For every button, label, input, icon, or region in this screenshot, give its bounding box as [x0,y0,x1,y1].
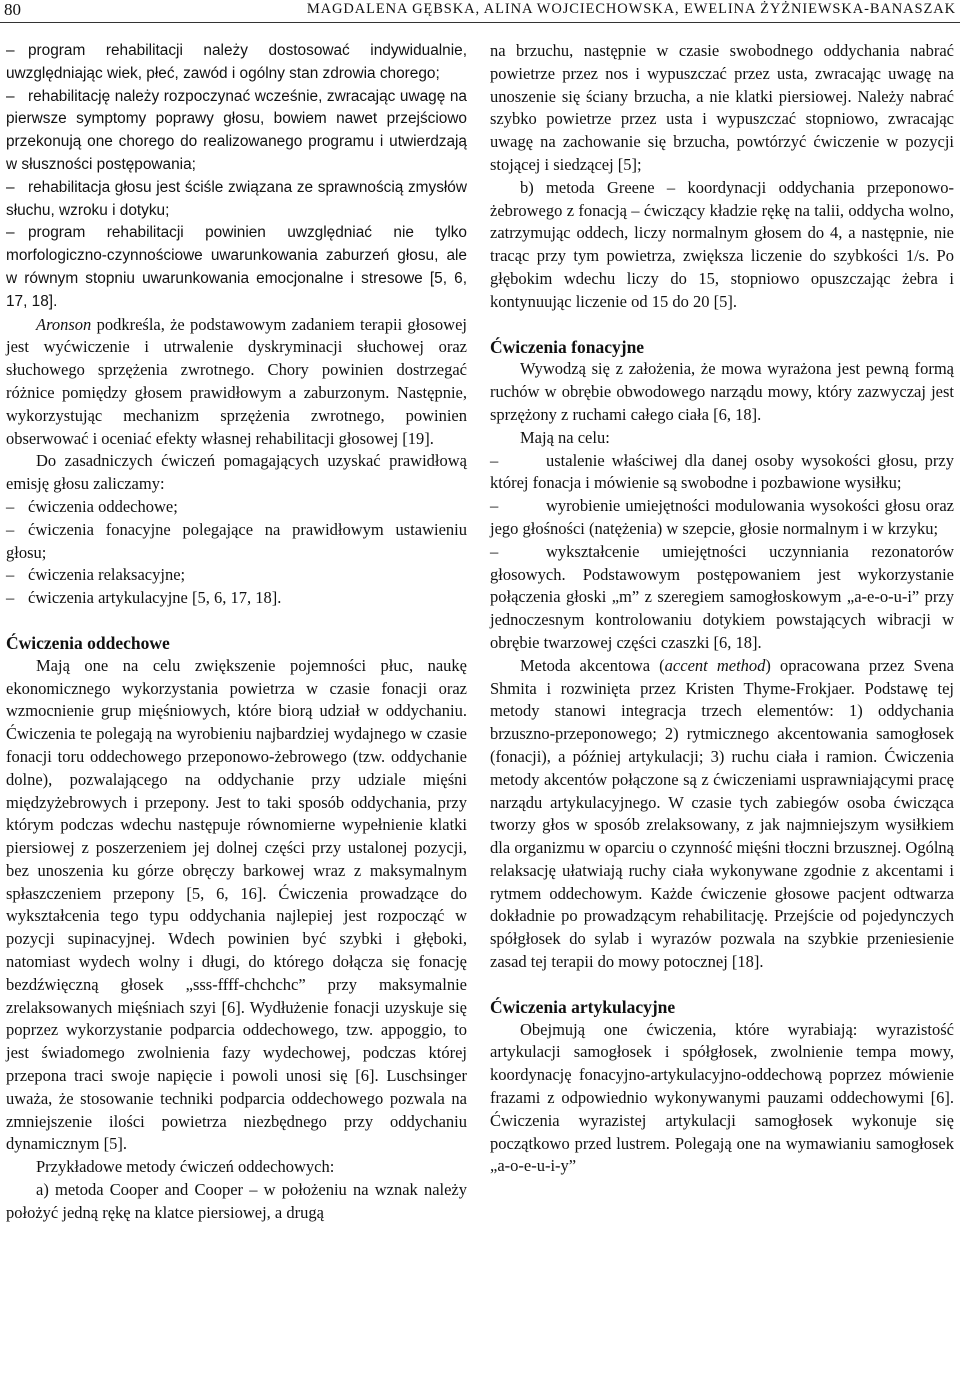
running-header [0,0,960,23]
paragraph-examples-intro: Przykładowe metody ćwiczeń oddechowych: [36,1157,335,1177]
list-item: – rehabilitacja głosu jest ściśle związana ze sprawnością zmysłów słuchu, wzroku i dotyku; [6,178,467,219]
right-column [490,40,954,1178]
paragraph-aronson: Aronson podkreśla, że podstawowym zadaniem terapii głosowej jest wyćwiczenie i utrwalenie dyskryminacji słuchowej oraz słuchowego sprzężenia zwrotnego. Chory powinien dostrzegać różnice pomiędzy głosem prawidłowym a zaburzonym. Następnie, wykorzystując mechanizm sprzężenia zwrotnego, powinien obserwować i oceniać efekty własnej rehabilitacji głosowej [19]. [6,314,467,448]
paragraph-method-b: b) metoda Greene – koordynacji oddychania przeponowo-żebrowego z fonacją – ćwiczący kładzie rękę na talii, oddycha wolno, zatrzymując oddech, liczy normalnym głosem do 4, a następnie, nie tracąc przy tym powietrza, zwiększa liczenie do szybkości 1/s. Po głębokim wdechu liczy do 15, stopniowo opuszczając żebra i kontynuując liczenie od 15 do 20 [5]. [490,177,954,311]
paragraph-phonation: Wywodzą się z założenia, że mowa wyrażona jest pewną formą ruchów w obrębie obwodowego narządu mowy, który zazwyczaj jest sprzężony z ruchami całego ciała [6, 18]. [490,359,954,424]
heading-breathing: Ćwiczenia oddechowe [6,632,170,653]
list-item: – program rehabilitacji powinien uwzględniać nie tylko morfologiczno-czynnościowe uwarunkowania zaburzeń głosu, ale w równym stopniu uwarunkowania emocjonalne i stresowe [5, 6, 17, 18]. [6,224,467,310]
list-item: – program rehabilitacji należy dostosować indywidualnie, uwzględniając wiek, płeć, zawód i ogólny stan zdrowia chorego; [6,42,467,82]
list-item: – ćwiczenia fonacyjne polegające na prawidłowym ustawieniu głosu; [6,519,467,562]
page-number: 80 [4,0,21,19]
paragraph-goals-intro: Mają na celu: [520,427,610,447]
running-title: MAGDALENA GĘBSKA, ALINA WOJCIECHOWSKA, EWELINA ŻYŻNIEWSKA-BANASZAK [306,1,956,17]
list-item: – rehabilitację należy rozpoczynać wcześnie, zwracając uwagę na pierwsze symptomy poprawy głosu, bowiem nawet przejściowo przekonują one chorego do realizowanego programu i utwierdzają w słuszności postępowania; [6,87,467,173]
paragraph-breathing: Mają one na celu zwiększenie pojemności płuc, naukę ekonomicznego wykorzystania powietrza w czasie fonacji oraz wzmocnienie grup mięśniowych, które biorą udział w oddychaniu. Ćwiczenia te polegają na wyrobieniu najbardziej wydajnego w czasie fonacji toru oddechowego przeponowo-żebrowego (tzw. oddychanie dolne), pozwalającego na oddychanie przy udziale mięśni międzyżebrowych i przepony. Jest to taki sposób oddychania, przy którym podczas wdechu następuje równomierne wypełnienie klatki piersiowej z poszerzeniem jej dolnej części przy ustalonej pozycji, bez unoszenia ku górze obręczy barkowej wraz z maksymalnym spłaszczeniem przepony [5, 6, 16]. Ćwiczenia prowadzące do wykształcenia tego typu oddychania najlepiej jest rozpocząć w pozycji supinacyjnej. Wdech powinien być szybki i głęboki, natomiast wydech wolny i długi, do którego dołącza się fonację bezdźwięczną głosek „sss-ffff-chchchc” przy maksymalnie zrelaksowanych mięśniach szyi [6]. Wydłużenie fonacji uzyskuje się poprzez wykorzystanie podparcia oddechowego, tzw. appoggio, to jest świadomego zwolnienia fazy wydechowej, podczas której przepona traci swoje napięcie i powoli unosi się [6]. Luschsinger uważa, że stosowanie techniki podparcia oddechowego pozwala na zmniejszenie ilości powietrza niezbędnego przy oddychaniu dynamicznym [5]. [6,655,467,1154]
list-item: – ćwiczenia artykulacyjne [5, 6, 17, 18]. [6,588,282,608]
heading-phonation: Ćwiczenia fonacyjne [490,336,645,357]
list-item: – wyrobienie umiejętności modulowania wysokości głosu oraz jego głośności (natężenia) w szepcie, głosie normalnym i w krzyku; [490,496,954,538]
aronson-name: Aronson [36,314,92,334]
list-item: – ćwiczenia relaksacyjne; [6,565,186,585]
left-column [6,40,467,1225]
list-item: – wykształcenie umiejętności uczynniania rezonatorów głosowych. Podstawowym postępowaniem jest wykorzystanie połączenia głoski „m” z szeregiem samogłoskowym „a-e-o-u-i” przy jednoczesnym kontrolowaniu dotykiem powstających wibracji w obrębie twarzowej części czaszki [6, 18]. [490,541,954,652]
paragraph-articulation: Obejmują one ćwiczenia, które wyrabiają: wyrazistość artykulacji samogłosek i spółgłosek, zwolnienie tempa mowy, koordynację fonacyjno-artykulacyjno-oddechową poprzez mówienie frazami z odpowiednio wykonywanymi pauzami oddechowymi [6]. Ćwiczenia wyrazistej artykulacji samogłosek wykonuje się początkowo przed lustrem. Polegają one na wymawianiu samogłosek „a-o-e-u-i-y” [490,1019,954,1176]
paragraph-accent-method: Metoda akcentowa (accent method) opracowana przez Svena Shmita i rozwinięta przez Kristen Thyme-Frokjaer. Podstawę tej metody stanowi integracja trzech elementów: 1) oddychania brzuszno-przeponowego; 2) rytmicznego akcentowania samogłosek (fonacji), a później artykulacji; 3) ruchu ciała i ramion. Ćwiczenia metody akcentów połączone są z ćwiczeniami usprawniającymi pracę narządu artykulacyjnego. W czasie tych zabiegów osoba ćwicząca tworzy głos w sposób zrelaksowany, z jak najmniejszym wysiłkiem dla organizmu w oparciu o czynność mięśni tłoczni brzusznej. Ogólną relaksację ułatwiają ruchy ciała wykonywane zgodnie z akcentami i rytmem oddechowym. Każde ćwiczenie głosowe pacjent odtwarza dokładnie po prowadzącym rehabilitację. Przejście od pojedynczych spółgłosek do sylab i wyrazów pozwala na szybkie przeniesienie zasad tej terapii do mowy potocznej [18]. [490,655,954,972]
list-item: – ustalenie właściwej dla danej osoby wysokości głosu, przy której fonacja i mówienie są swobodne i pozbawione wysiłku; [490,450,954,493]
heading-articulation: Ćwiczenia artykulacyjne [490,996,676,1017]
paragraph-intro-exercises: Do zasadniczych ćwiczeń pomagających uzyskać prawidłową emisję głosu zaliczamy: [6,451,467,494]
paragraph-method-a: a) metoda Cooper and Cooper – w położeniu na wznak należy położyć jedną rękę na klatce piersiowej, a drugą [6,1180,467,1222]
paragraph-method-a-cont: na brzuchu, następnie w czasie swobodnego oddychania nabrać powietrze przez nos i wypuszczać przez usta, zwracając uwagę na unoszenie się ściany brzucha, a nie klatki piersiowej. Należy nabrać szybko powietrze przez usta i wypuszczać stopniowo, zwracając uwagę na zachowanie się brzucha, powtórzyć ćwiczenie w pozycji stojącej i siedzącej [5]; [490,41,954,174]
list-item: – ćwiczenia oddechowe; [6,496,178,516]
